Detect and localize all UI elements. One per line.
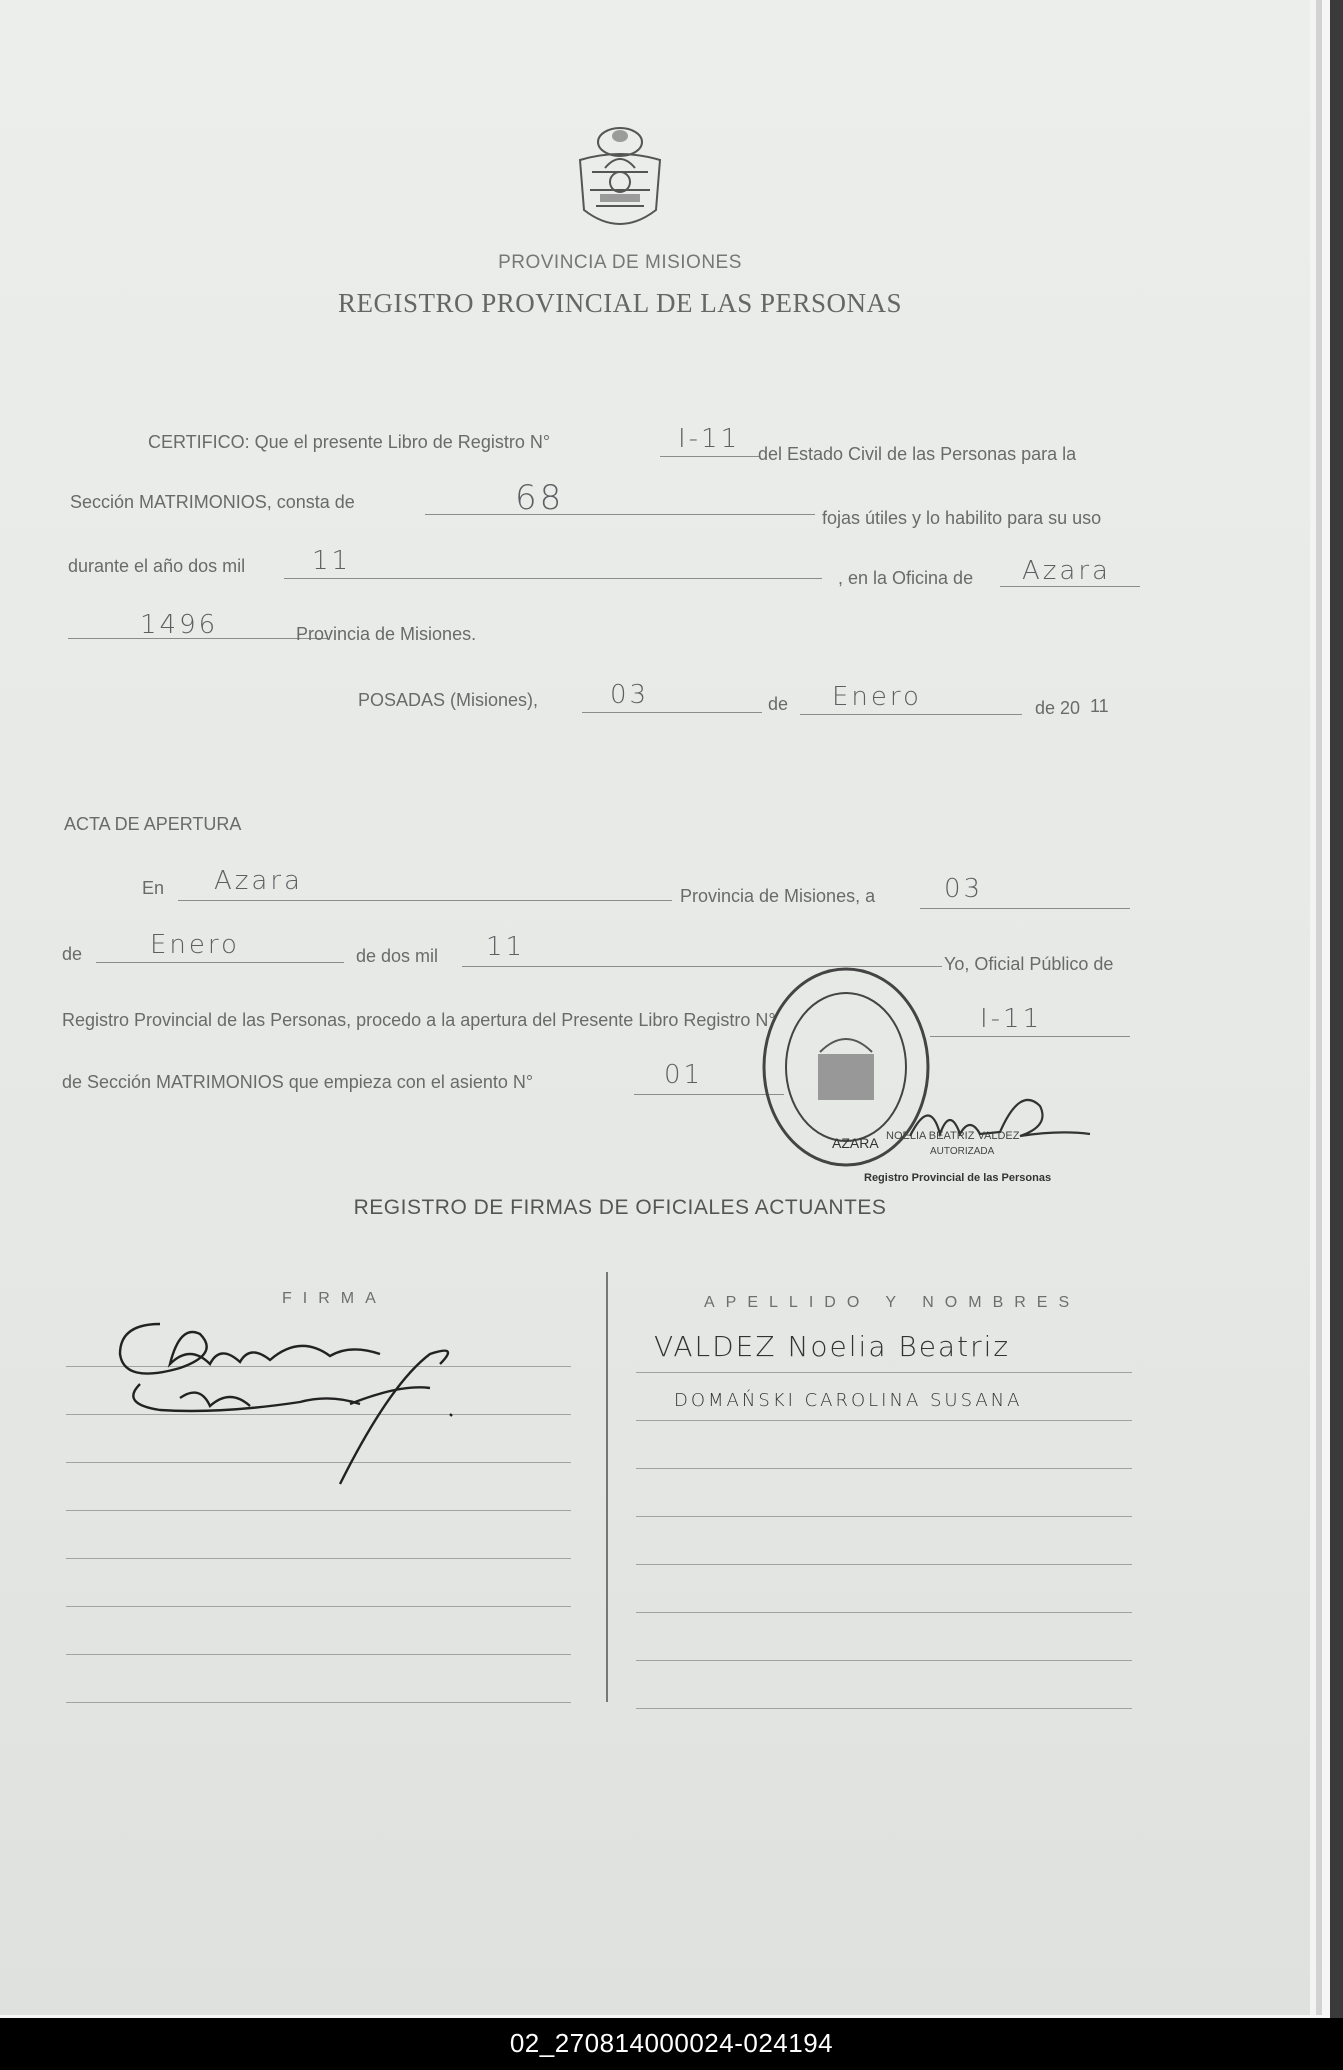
acta-day: 03 — [944, 874, 984, 904]
acta-line3-lead: de Sección MATRIMONIOS que empieza con el asiento N° — [62, 1072, 534, 1092]
cert-year-label: de 20 — [1035, 698, 1081, 718]
cert-office: Azara — [1022, 556, 1111, 586]
col-head-names: APELLIDO Y NOMBRES — [704, 1294, 1081, 1311]
cert-line4-trail: Provincia de Misiones. — [296, 624, 477, 644]
cert-pages: 68 — [515, 478, 565, 518]
acta-month: Enero — [150, 930, 240, 960]
acta-prov-label: Provincia de Misiones, a — [680, 886, 876, 906]
cert-year: 11 — [312, 546, 352, 576]
header-registry: REGISTRO PROVINCIAL DE LAS PERSONAS — [337, 288, 903, 318]
cert-line1-lead: CERTIFICO: Que el presente Libro de Registro N° — [148, 432, 551, 452]
cert-line3-mid: , en la Oficina de — [838, 568, 974, 588]
cert-line1-trail: del Estado Civil de las Personas para la — [758, 444, 1077, 464]
cert-line3-lead: durante el año dos mil — [68, 556, 246, 576]
province-crest-icon — [570, 120, 670, 240]
cert-place-label: POSADAS (Misiones), — [358, 690, 539, 710]
cert-book-number: I-11 — [678, 424, 741, 454]
acta-year: 11 — [486, 932, 526, 962]
stamp-bottom-text: AZARA — [832, 1135, 879, 1151]
cert-month: Enero — [832, 682, 922, 712]
acta-year-label: de dos mil — [356, 946, 439, 966]
acta-de-label: de — [62, 944, 83, 964]
acta-city: Azara — [214, 866, 303, 896]
stamp-office: Registro Provincial de las Personas — [864, 1172, 1052, 1184]
stamp-role: AUTORIZADA — [930, 1146, 995, 1157]
col-head-firma: FIRMA — [282, 1290, 387, 1307]
officer-name-2: DOMAŃSKI CAROLINA SUSANA — [674, 1390, 1023, 1411]
scan-id: 02_270814000024-024194 — [509, 2028, 834, 2058]
acta-en-label: En — [142, 878, 165, 898]
cert-office-code: 1496 — [140, 610, 219, 640]
officer-name-1: VALDEZ Noelia Beatriz — [654, 1330, 1011, 1363]
acta-entry: 01 — [664, 1060, 704, 1090]
header-province: PROVINCIA DE MISIONES — [498, 252, 742, 273]
stamp-signature — [900, 1076, 1120, 1166]
officer-signatures — [100, 1284, 480, 1504]
signatures-title: REGISTRO DE FIRMAS DE OFICIALES ACTUANTES — [353, 1196, 887, 1219]
cert-line2-trail: fojas útiles y lo habilito para su uso — [822, 508, 1102, 528]
acta-book-number: I-11 — [980, 1004, 1043, 1034]
acta-title: ACTA DE APERTURA — [64, 814, 242, 834]
cert-line2-lead: Sección MATRIMONIOS, consta de — [70, 492, 355, 512]
cert-day: 03 — [610, 680, 650, 710]
column-divider — [606, 1272, 608, 1702]
acta-officer-label: Yo, Oficial Público de — [944, 954, 1114, 974]
stamp-name: NOELIA BEATRIZ VALDEZ — [886, 1130, 1020, 1142]
cert-de-label: de — [768, 694, 789, 714]
acta-line2-lead: Registro Provincial de las Personas, procedo a la apertura del Presente Libro Registro N° — [62, 1010, 776, 1030]
cert-year-short: 11 — [1090, 696, 1109, 716]
